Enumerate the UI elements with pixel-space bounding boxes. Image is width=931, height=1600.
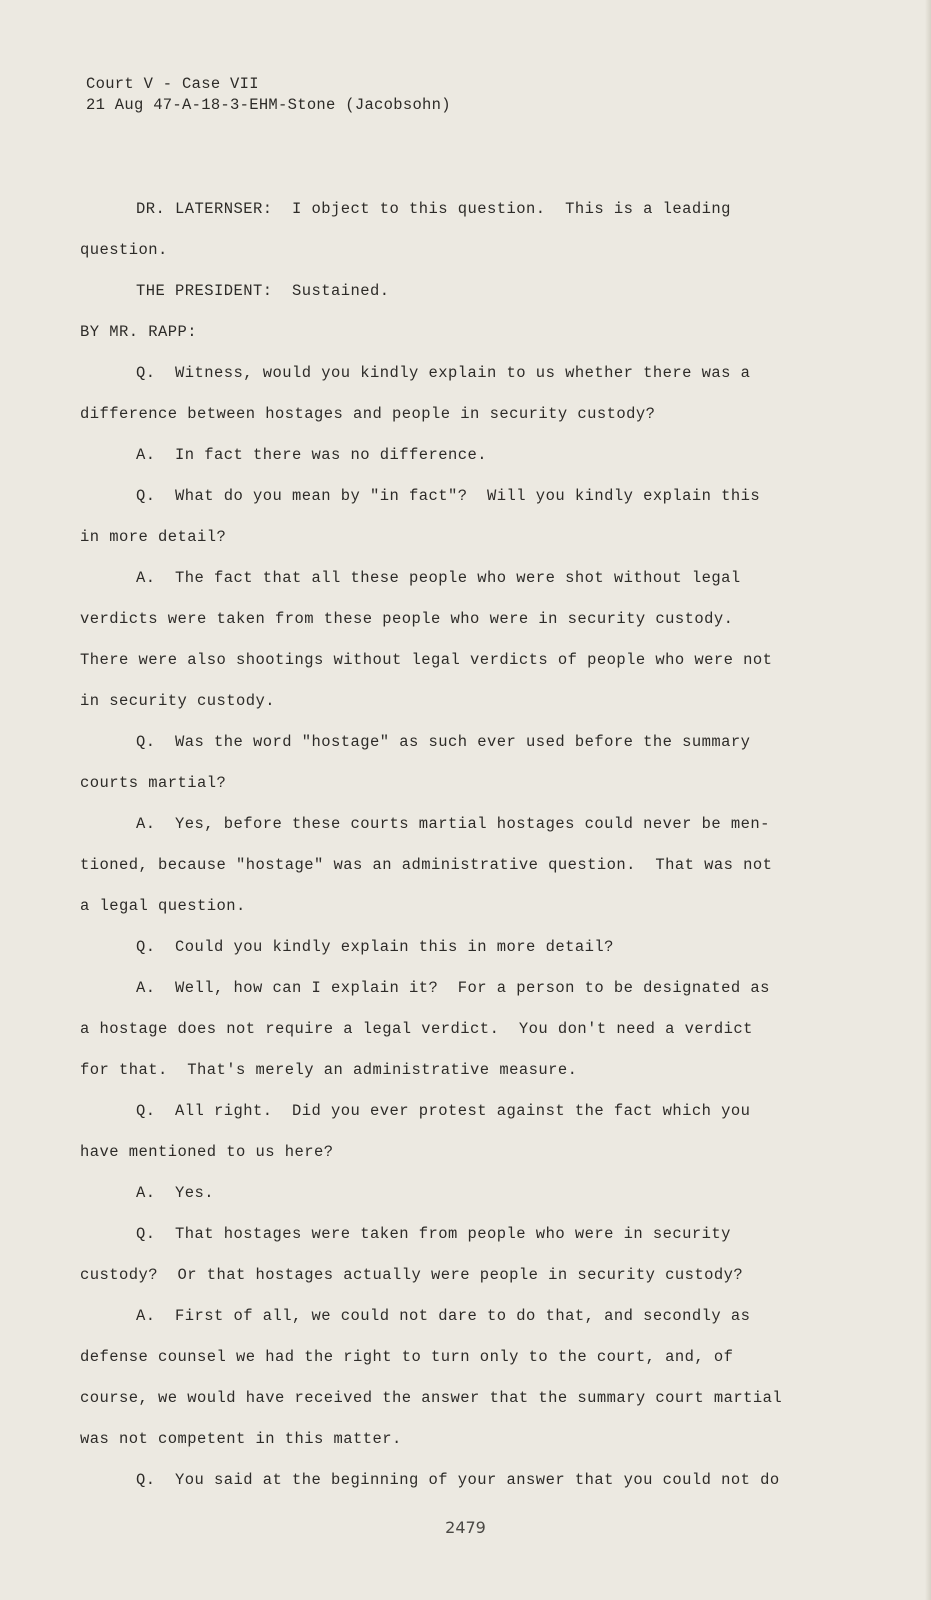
transcript-line: Q. All right. Did you ever protest against the fact which you — [136, 1102, 751, 1120]
transcript-line: custody? Or that hostages actually were people in security custody? — [80, 1266, 744, 1284]
transcript-body — [80, 198, 830, 1510]
transcript-line: difference between hostages and people in security custody? — [80, 405, 656, 423]
transcript-line: Q. Witness, would you kindly explain to us whether there was a — [136, 364, 751, 382]
transcript-line: in more detail? — [80, 528, 227, 546]
transcript-line: There were also shootings without legal verdicts of people who were not — [80, 651, 773, 669]
case-header — [86, 74, 451, 116]
transcript-line: was not competent in this matter. — [80, 1430, 402, 1448]
transcript-line: tioned, because "hostage" was an administrative question. That was not — [80, 856, 773, 874]
transcript-line: a hostage does not require a legal verdict. You don't need a verdict — [80, 1020, 753, 1038]
transcript-line: A. Yes, before these courts martial hostages could never be men- — [136, 815, 770, 833]
transcript-line: question. — [80, 241, 168, 259]
transcript-line: THE PRESIDENT: Sustained. — [136, 282, 390, 300]
transcript-line: Q. Was the word "hostage" as such ever used before the summary — [136, 733, 751, 751]
transcript-line: have mentioned to us here? — [80, 1143, 334, 1161]
transcript-line: in security custody. — [80, 692, 276, 710]
transcript-line: verdicts were taken from these people who were in security custody. — [80, 610, 734, 628]
header-document-reference: 21 Aug 47-A-18-3-EHM-Stone (Jacobsohn) — [86, 96, 451, 114]
transcript-line: a legal question. — [80, 897, 246, 915]
transcript-line: A. The fact that all these people who were shot without legal — [136, 569, 741, 587]
transcript-line: Q. That hostages were taken from people who were in security — [136, 1225, 731, 1243]
transcript-line: Q. You said at the beginning of your answer that you could not do — [136, 1471, 780, 1489]
transcript-line: Q. What do you mean by "in fact"? Will you kindly explain this — [136, 487, 761, 505]
transcript-line: Q. Could you kindly explain this in more detail? — [136, 938, 614, 956]
transcript-line: defense counsel we had the right to turn only to the court, and, of — [80, 1348, 734, 1366]
transcript-line: A. Yes. — [136, 1184, 215, 1202]
transcript-line: A. First of all, we could not dare to do that, and secondly as — [136, 1307, 751, 1325]
transcript-line: DR. LATERNSER: I object to this question. This is a leading — [136, 200, 731, 218]
transcript-line: A. Well, how can I explain it? For a person to be designated as — [136, 979, 770, 997]
transcript-line: A. In fact there was no difference. — [136, 446, 488, 464]
page-edge-shadow — [925, 0, 931, 1600]
transcript-line: BY MR. RAPP: — [80, 323, 198, 341]
transcript-line: for that. That's merely an administrative measure. — [80, 1061, 578, 1079]
header-court-case: Court V - Case VII — [86, 75, 259, 93]
transcript-line: courts martial? — [80, 774, 227, 792]
transcript-line: course, we would have received the answer that the summary court martial — [80, 1389, 783, 1407]
page-number: 2479 — [445, 1518, 486, 1537]
